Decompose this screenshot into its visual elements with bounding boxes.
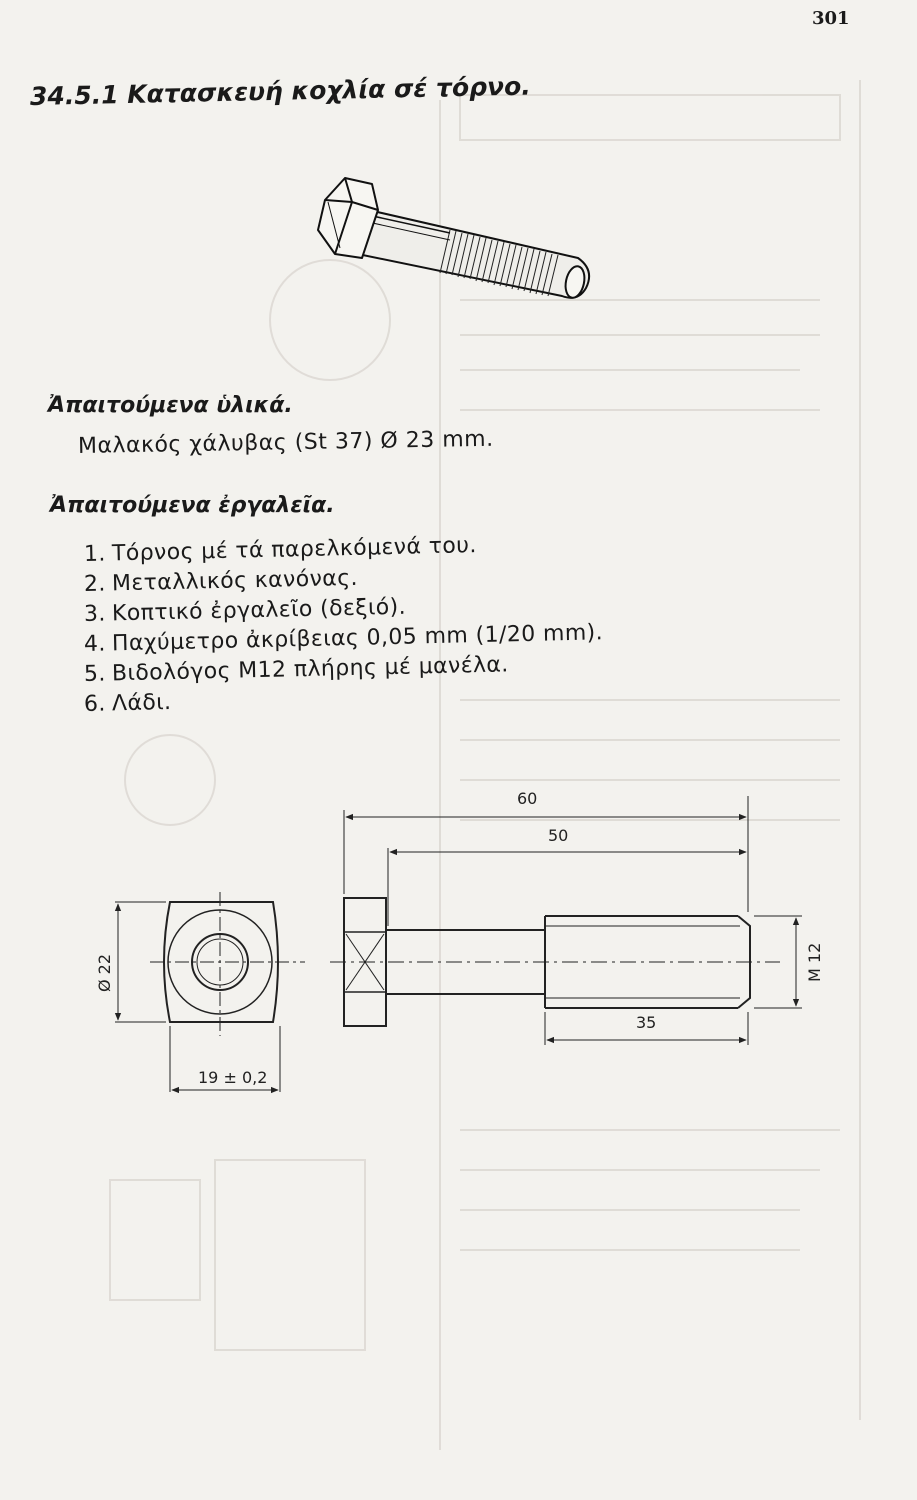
dim-head-diameter: Ø 22	[95, 953, 114, 992]
dim-across-flats: 19 ± 0,2	[198, 1068, 268, 1087]
dim-thread-size: M 12	[805, 942, 824, 982]
page-number: 301	[812, 8, 850, 29]
list-item: 3. Κοπτικό ἐργαλεῖο (δεξιό).	[83, 594, 407, 627]
bolt-illustration	[300, 170, 600, 320]
list-item: 1. Τόρνος μέ τά παρελκόμενά του.	[83, 533, 478, 567]
end-view	[115, 892, 305, 1092]
tools-heading: Ἀπαιτούμενα ἐργαλεῖα.	[50, 493, 335, 518]
list-item: 4. Παχύμετρο ἀκρίβειας 0,05 mm (1/20 mm).	[83, 620, 604, 657]
dim-thread-length: 35	[636, 1013, 657, 1032]
materials-text: Μαλακός χάλυβας (St 37) Ø 23 mm.	[77, 426, 494, 459]
materials-heading: Ἀπαιτούμενα ὑλικά.	[48, 393, 293, 418]
dim-shank-length: 50	[548, 826, 569, 845]
list-item: 2. Μεταλλικός κανόνας.	[83, 565, 359, 597]
technical-drawing	[90, 780, 850, 1110]
list-item: 5. Βιδολόγος Μ12 πλήρης μέ μανέλα.	[83, 652, 509, 687]
tools-list	[83, 533, 604, 720]
section-title: 34.5.1 Κατασκευή κοχλία σέ τόρνο.	[29, 71, 532, 111]
list-item: 6. Λάδι.	[83, 690, 172, 717]
dim-total-length: 60	[517, 789, 538, 808]
